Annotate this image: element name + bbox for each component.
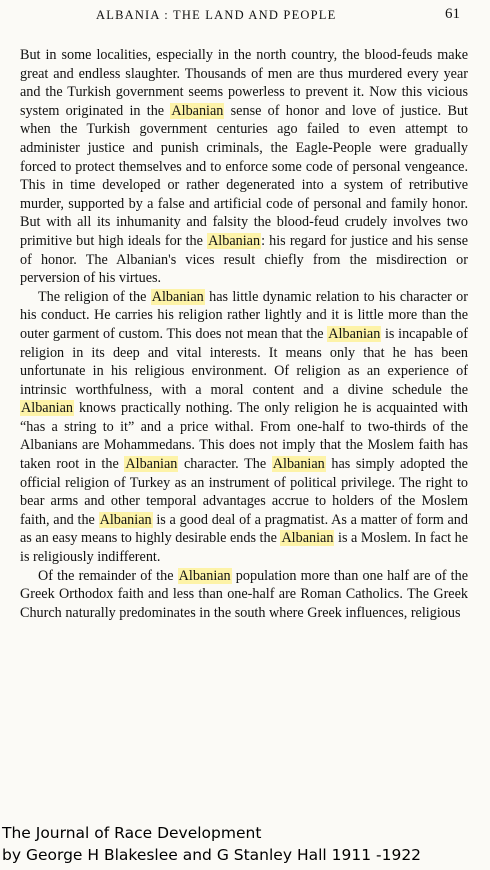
highlighted-term: Albanian bbox=[178, 567, 231, 584]
source-caption-authors: by George H Blakeslee and G Stanley Hall 1911 -1922 bbox=[2, 846, 422, 864]
text-run: has little dynamic relation to his character or his conduct. He carries his religion rather lightly and it is little more than the outer garment of custom. This does not mean that the bbox=[20, 288, 469, 342]
highlighted-term: Albanian bbox=[272, 456, 325, 473]
page-number: 61 bbox=[445, 6, 460, 22]
running-title: ALBANIA : THE LAND AND PEOPLE bbox=[96, 8, 337, 22]
text-run: is a good deal of a pragmatist. As a matter of form and as an easy means to highly desirable ends the bbox=[20, 511, 468, 547]
paragraph bbox=[20, 288, 468, 567]
source-caption-title: The Journal of Race Development bbox=[2, 824, 262, 842]
body-text bbox=[20, 46, 468, 622]
source-caption bbox=[2, 822, 488, 866]
text-run: Of the remainder of the bbox=[38, 567, 178, 584]
text-run: is a Moslem. In fact he is religiously indifferent. bbox=[20, 530, 469, 566]
paragraph bbox=[20, 567, 468, 623]
running-header bbox=[0, 6, 490, 28]
highlighted-term: Albanian bbox=[208, 232, 261, 249]
text-run: sense of honor and love of justice. But when the Turkish government centuries ago failed to even attempt to administer justice and punish criminals, the Eagle-People were gradually forced to protect themselves and to enforce some code of personal vengeance. This in time developed or rather degenerated into a system of retributive murder, supported by a false and artificial code of personal and family honor. But with all its inhumanity and falsity the blood-feud crudely involves two primitive but high ideals for the bbox=[20, 102, 468, 249]
text-run: The religion of the bbox=[38, 288, 151, 305]
text-run: is incapable of religion in its deep and vital interests. It means only that he has been unfortunate in his religious environment. Of religion as an experience of intrinsic worthfulness, with a moral content and a divine schedule the bbox=[20, 325, 468, 398]
highlighted-term: Albanian bbox=[151, 288, 204, 305]
highlighted-term: Albanian bbox=[21, 400, 74, 417]
text-run: has simply adopted the official religion of Turkey as an instrument of political privilege. The right to bear arms and other temporal advantages accrue to holders of the Moslem faith, and the bbox=[20, 456, 468, 528]
text-run: But in some localities, especially in the north country, the blood-feuds make great and endless slaughter. Thousands of men are thus murdered every year and the Turkish government seems powerless to prevent it. Now this vicious system originated in the bbox=[20, 47, 468, 119]
highlighted-term: Albanian bbox=[171, 102, 224, 119]
text-run: character. The bbox=[178, 456, 272, 473]
highlighted-term: Albanian bbox=[328, 325, 381, 342]
text-run: knows practically nothing. The only religion he is acquainted with “has a string to it” and a price withal. From one-half to two-thirds of the Albanians are Mohammedans. This does not imply that the Moslem faith has taken root in the bbox=[20, 400, 468, 473]
highlighted-term: Albanian bbox=[281, 530, 334, 547]
text-run: population more than one half are of the Greek Orthodox faith and less than one-half are Roman Catholics. The Greek Church naturally predominates in the south where Greek influences, religious bbox=[20, 567, 468, 621]
paragraph bbox=[20, 46, 468, 288]
highlighted-term: Albanian bbox=[125, 456, 178, 473]
highlighted-term: Albanian bbox=[99, 511, 152, 528]
text-run: : his regard for justice and his sense of honor. The Albanian's vices result chiefly from the misdirection or perversion of his virtues. bbox=[20, 232, 468, 287]
